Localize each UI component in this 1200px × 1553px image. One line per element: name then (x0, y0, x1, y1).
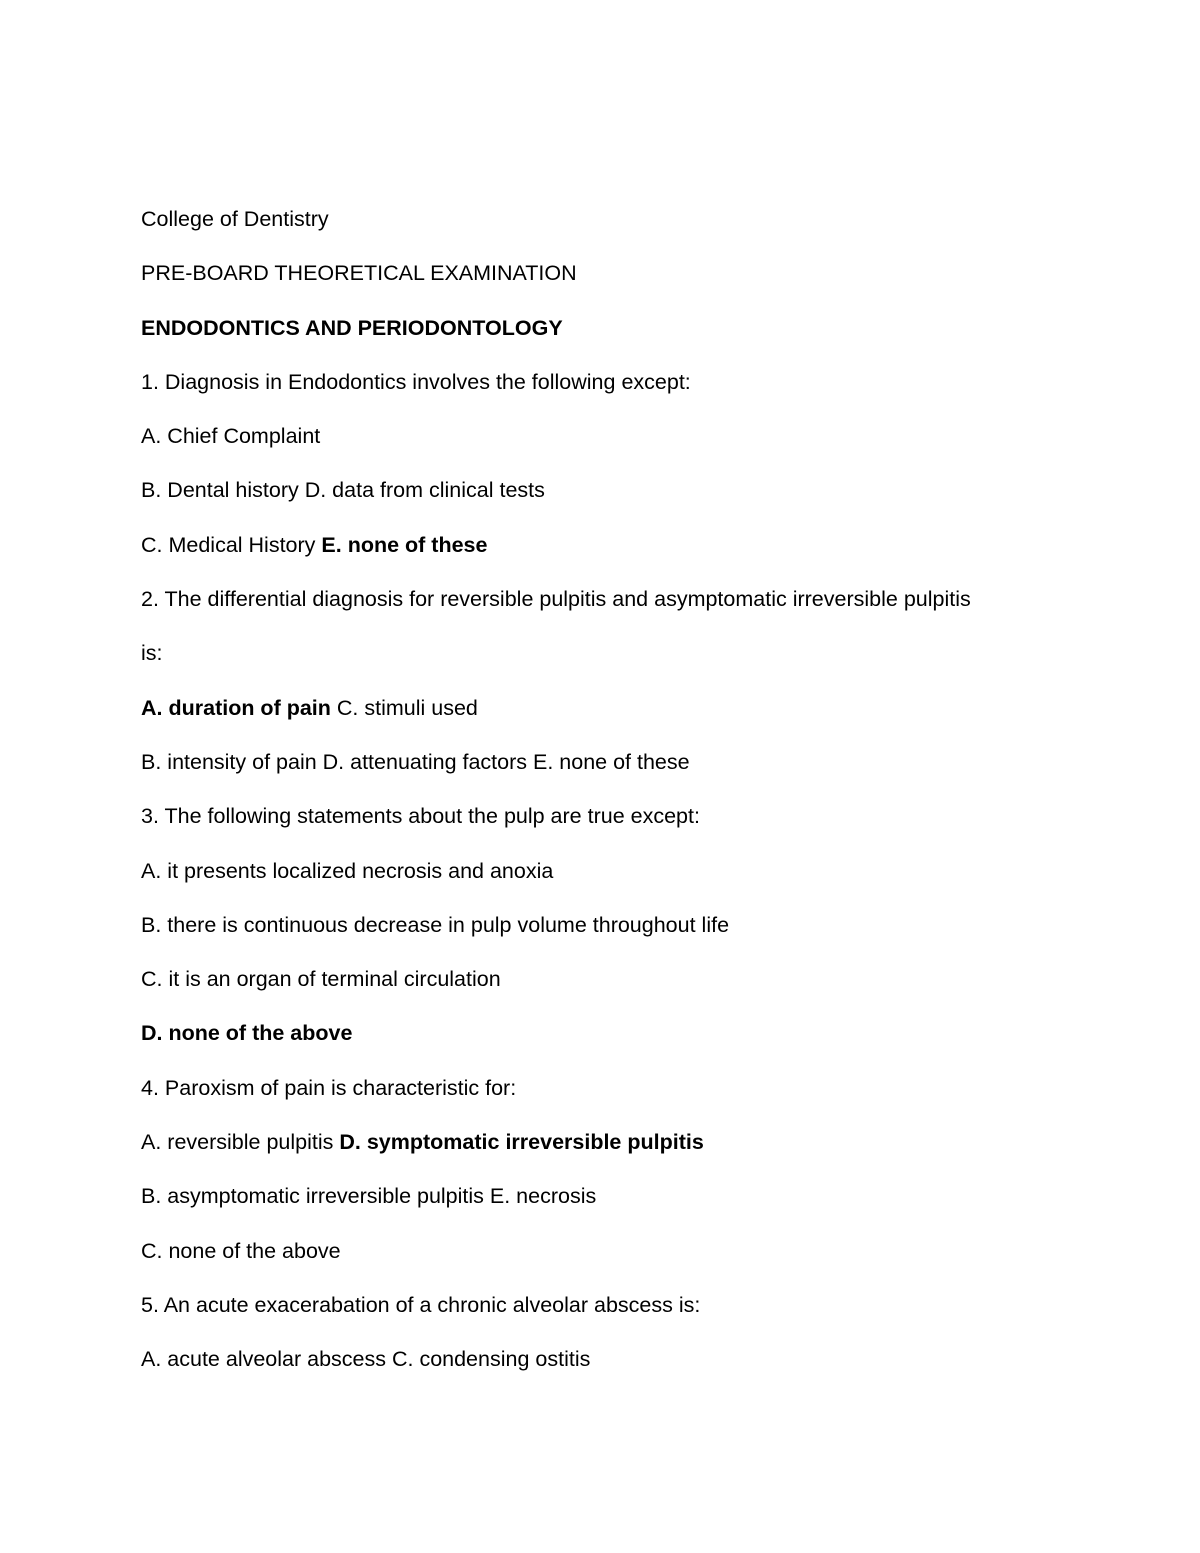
q2-option-a-c (141, 681, 1101, 735)
q4-option-b-e: B. asymptomatic irreversible pulpitis E. necrosis (141, 1184, 597, 1209)
question-2-line-2: is: (141, 641, 163, 666)
question-4: 4. Paroxism of pain is characteristic for: (141, 1075, 517, 1100)
q1-option-a: A. Chief Complaint (141, 424, 321, 449)
q1-option-b-d: B. Dental history D. data from clinical tests (141, 478, 545, 503)
q2-option-c: C. stimuli used (330, 695, 478, 720)
q1-option-c-e (141, 518, 1101, 572)
document-body (141, 192, 1101, 1387)
question-2-line-1: 2. The differential diagnosis for reversible pulpitis and asymptomatic irreversible pulpitis (141, 587, 971, 612)
question-3: 3. The following statements about the pulp are true except: (141, 804, 700, 829)
q1-answer-e: E. none of these (321, 532, 488, 557)
q4-option-a-d (141, 1115, 1101, 1169)
subject-heading: ENDODONTICS AND PERIODONTOLOGY (141, 315, 563, 340)
q2-option-b-d-e: B. intensity of pain D. attenuating factors E. none of these (141, 749, 690, 774)
q4-option-c: C. none of the above (141, 1238, 341, 1263)
college-name: College of Dentistry (141, 207, 329, 231)
q2-answer-a: A. duration of pain (141, 695, 331, 720)
q3-option-a: A. it presents localized necrosis and anoxia (141, 858, 554, 883)
exam-title: PRE-BOARD THEORETICAL EXAMINATION (141, 261, 577, 286)
question-5: 5. An acute exacerabation of a chronic alveolar abscess is: (141, 1292, 701, 1317)
question-1: 1. Diagnosis in Endodontics involves the following except: (141, 369, 691, 394)
q3-answer-d: D. none of the above (141, 1021, 353, 1046)
q4-answer-d: D. symptomatic irreversible pulpitis (339, 1130, 704, 1155)
q1-option-c: C. Medical History (141, 532, 322, 557)
q3-option-b: B. there is continuous decrease in pulp volume throughout life (141, 912, 730, 937)
q5-option-a-c: A. acute alveolar abscess C. condensing ostitis (141, 1347, 591, 1372)
q3-option-c: C. it is an organ of terminal circulation (141, 967, 501, 992)
q4-option-a: A. reversible pulpitis (141, 1130, 340, 1155)
